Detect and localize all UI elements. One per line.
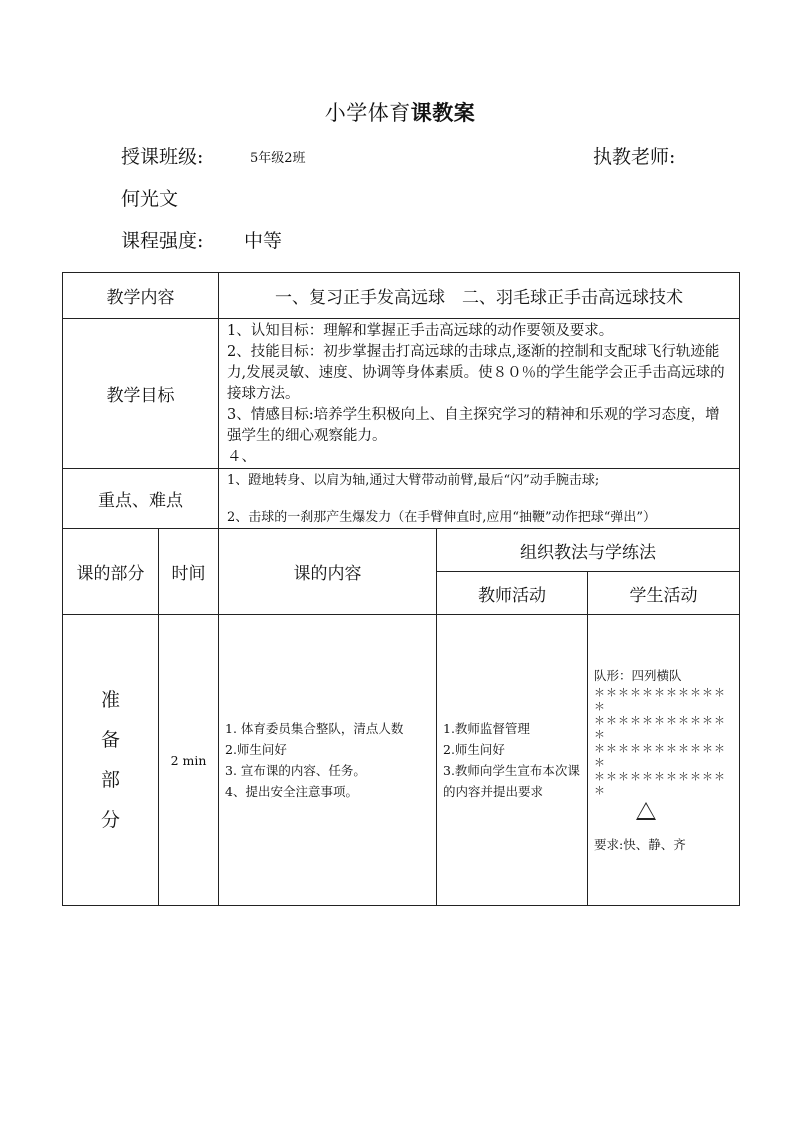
col-method-header: 组织教法与学练法 bbox=[437, 529, 740, 572]
class-value: 5年级2班 bbox=[250, 151, 306, 166]
page-title bbox=[0, 97, 800, 127]
prep-part-char: 分 bbox=[100, 809, 120, 831]
keypoint-item: 2、击球的一刹那产生爆发力（在手臂伸直时,应用“抽鞭”动作把球“弹出”） bbox=[227, 510, 656, 525]
prep-teacher-item: 3.教师向学生宣布本次课的内容并提出要求 bbox=[443, 763, 580, 799]
col-teacher-header: 教师活动 bbox=[437, 572, 588, 615]
prep-content-item: 4、提出安全注意事项。 bbox=[225, 784, 358, 799]
prep-content-cell bbox=[219, 615, 437, 906]
student-requirement: 要求:快、静、齐 bbox=[594, 837, 686, 852]
goals-label: 教学目标 bbox=[63, 319, 219, 469]
prep-row bbox=[63, 615, 740, 906]
prep-part-char: 部 bbox=[100, 769, 120, 791]
formation-row: ＊＊＊＊＊＊＊＊＊＊＊＊ bbox=[594, 714, 726, 741]
col-part-header: 课的部分 bbox=[63, 529, 159, 615]
formation-label: 队形：四列横队 bbox=[594, 668, 682, 683]
keypoint-item: 1、蹬地转身、以肩为轴,通过大臂带动前臂,最后“闪”动手腕击球; bbox=[227, 473, 600, 488]
prep-teacher-item: 1.教师监督管理 bbox=[443, 721, 530, 736]
prep-part-label bbox=[63, 615, 159, 906]
keypoints-row bbox=[63, 469, 740, 529]
content-value: 一、复习正手发高远球 二、羽毛球正手击高远球技术 bbox=[219, 273, 740, 319]
class-label: 授课班级: bbox=[121, 146, 204, 168]
prep-content-item: 3. 宣布课的内容、任务。 bbox=[225, 763, 366, 778]
prep-part-char: 准 bbox=[100, 689, 120, 711]
prep-teacher-cell bbox=[437, 615, 588, 906]
keypoints-label: 重点、难点 bbox=[63, 469, 219, 529]
intensity-value: 中等 bbox=[244, 230, 283, 252]
col-student-header: 学生活动 bbox=[588, 572, 740, 615]
formation-row: ＊＊＊＊＊＊＊＊＊＊＊＊ bbox=[594, 770, 726, 797]
keypoints-cell bbox=[219, 469, 740, 529]
lesson-plan-table bbox=[62, 272, 740, 906]
formation-row: ＊＊＊＊＊＊＊＊＊＊＊＊ bbox=[594, 686, 726, 713]
content-label: 教学内容 bbox=[63, 273, 219, 319]
goals-row bbox=[63, 319, 740, 469]
goals-cell bbox=[219, 319, 740, 469]
goal-item: ４、 bbox=[227, 449, 256, 465]
content-row bbox=[63, 273, 740, 319]
column-header-row-1 bbox=[63, 529, 740, 572]
prep-student-cell bbox=[588, 615, 740, 906]
prep-teacher-item: 2.师生问好 bbox=[443, 742, 505, 757]
intensity-label: 课程强度: bbox=[121, 230, 204, 252]
teacher-name: 何光文 bbox=[121, 188, 179, 210]
col-time-header: 时间 bbox=[159, 529, 219, 615]
title-part-1: 小学体育 bbox=[324, 101, 411, 125]
formation-row: ＊＊＊＊＊＊＊＊＊＊＊＊ bbox=[594, 742, 726, 769]
prep-part-char: 备 bbox=[100, 729, 120, 751]
goal-item: 1、认知目标：理解和掌握正手击高远球的动作要领及要求。 bbox=[227, 323, 614, 339]
teacher-label: 执教老师: bbox=[593, 146, 676, 168]
teacher-position-triangle-icon bbox=[636, 802, 656, 820]
prep-time: 2 min bbox=[159, 615, 219, 906]
goal-item: 3、情感目标:培养学生积极向上、自主探究学习的精神和乐观的学习态度，增强学生的细心观察能力。 bbox=[227, 407, 720, 444]
prep-content-item: 1. 体育委员集合整队，清点人数 bbox=[225, 721, 404, 736]
col-content-header: 课的内容 bbox=[219, 529, 437, 615]
prep-content-item: 2.师生问好 bbox=[225, 742, 287, 757]
goal-item: 2、技能目标：初步掌握击打高远球的击球点,逐渐的控制和支配球飞行轨迹能力,发展灵敏、速度、协调等身体素质。使８０％的学生能学会正手击高远球的接球方法。 bbox=[227, 344, 725, 402]
title-part-2: 课教案 bbox=[410, 100, 476, 125]
